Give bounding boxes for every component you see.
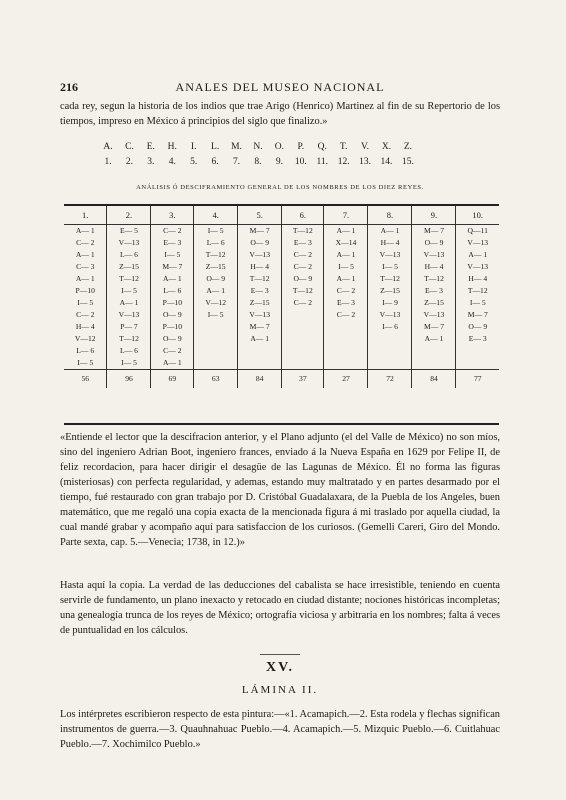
table-cell: V—13: [107, 309, 151, 321]
table-cell: O— 9: [282, 273, 324, 285]
table-cell: [194, 321, 238, 333]
table-cell: [456, 357, 499, 370]
table-cell: Z—15: [368, 285, 412, 297]
table-cell: E— 3: [238, 285, 282, 297]
table-cell: C— 2: [76, 310, 95, 319]
table-row: [64, 321, 499, 333]
table-cell: O— 9: [151, 333, 194, 345]
total-cell: 63: [194, 370, 238, 389]
table-cell: A— 1: [456, 249, 499, 261]
total-cell: 84: [238, 370, 282, 389]
table-cell: E— 3: [412, 285, 456, 297]
letters-row: [98, 140, 418, 155]
table-cell: P—10: [151, 297, 194, 309]
table-cell: [238, 357, 282, 370]
table-cell: M— 7: [238, 225, 282, 238]
key-number: 10.: [294, 157, 307, 167]
table-cell: M— 7: [412, 321, 456, 333]
cipher-table: [64, 206, 499, 388]
table-cell: V—12: [194, 297, 238, 309]
table-cell: T—12: [282, 285, 324, 297]
table-row: [64, 357, 499, 370]
table-cell: C— 2: [282, 249, 324, 261]
table-cell: [324, 345, 368, 357]
table-cell: V—13: [412, 249, 456, 261]
total-cell: 84: [412, 370, 456, 389]
table-cell: A— 1: [194, 285, 238, 297]
table-cell: V—13: [412, 309, 456, 321]
table-row: [64, 261, 499, 273]
key-number: 11.: [316, 157, 328, 167]
table-cell: V—13: [107, 237, 151, 249]
section-title: LÁMINA II.: [241, 684, 319, 696]
table-cell: [282, 321, 324, 333]
table-body: [64, 225, 499, 389]
table-cell: L— 6: [151, 285, 194, 297]
total-cell: 69: [151, 370, 194, 389]
key-number: 15.: [401, 157, 414, 167]
table-cell: A— 1: [107, 297, 151, 309]
key-letter: C.: [125, 142, 134, 152]
table-cell: E— 3: [456, 333, 499, 345]
column-header: 3.: [151, 206, 194, 225]
table-cell: C— 2: [282, 297, 324, 309]
table-cell: I— 5: [151, 249, 194, 261]
table-cell: O— 9: [151, 309, 194, 321]
table-cell: T—12: [282, 225, 324, 238]
table-cell: A— 1: [151, 273, 194, 285]
table-cell: I— 5: [456, 297, 499, 309]
table-cell: I— 5: [194, 309, 238, 321]
table-cell: A— 1: [75, 274, 95, 283]
table-cell: P—10: [151, 321, 194, 333]
table-row: [64, 285, 499, 297]
table-cell: A— 1: [75, 250, 95, 259]
table-cell: L— 6: [194, 237, 238, 249]
column-header: 5.: [238, 206, 282, 225]
table-cell: T—12: [412, 273, 456, 285]
table-cell: O— 9: [238, 237, 282, 249]
key-number: 12.: [337, 157, 350, 167]
table-row: [64, 225, 499, 238]
key-number: 9.: [275, 157, 283, 167]
table-cell: P— 7: [107, 321, 151, 333]
table-cell: C— 2: [76, 238, 95, 247]
table-row: [64, 249, 499, 261]
key-number: 13.: [359, 157, 371, 167]
table-cell: P—10: [75, 286, 95, 295]
total-cell: 56: [64, 370, 107, 389]
table-row: [64, 309, 499, 321]
table-cell: [368, 345, 412, 357]
column-header: 6.: [282, 206, 324, 225]
key-number: 1.: [104, 157, 112, 167]
table-cell: [194, 345, 238, 357]
table-cell: [282, 333, 324, 345]
table-cell: M— 7: [238, 321, 282, 333]
table-cell: H— 4: [412, 261, 456, 273]
table-cell: H— 4: [456, 273, 499, 285]
table-cell: I— 6: [368, 321, 412, 333]
table-cell: V—13: [238, 309, 282, 321]
key-letter: A.: [103, 142, 113, 152]
key-number: 7.: [232, 157, 241, 167]
table-cell: A— 1: [324, 249, 368, 261]
table-cell: [324, 321, 368, 333]
table-cell: T—12: [238, 273, 282, 285]
table-cell: E— 5: [107, 225, 151, 238]
table-cell: H— 4: [368, 237, 412, 249]
key-number: 5.: [190, 157, 198, 167]
table-cell: A— 1: [324, 273, 368, 285]
table-cell: [412, 357, 456, 370]
table-cell: M— 7: [456, 309, 499, 321]
table-cell: [282, 309, 324, 321]
total-cell: 96: [107, 370, 151, 389]
total-cell: 27: [324, 370, 368, 389]
key-number: 3.: [147, 157, 155, 167]
table-cell: C— 2: [151, 345, 194, 357]
key-number: 14.: [380, 157, 393, 167]
key-letter: Z.: [403, 142, 412, 152]
table-cell: V—12: [74, 334, 96, 343]
table-cell: C— 2: [151, 225, 194, 238]
table-cell: T—12: [107, 273, 151, 285]
table-cell: T—12: [107, 333, 151, 345]
key-letter: Q.: [317, 142, 327, 152]
column-header: 7.: [324, 206, 368, 225]
table-header-row: [64, 206, 499, 225]
table-cell: O— 9: [412, 237, 456, 249]
table-caption: ANÁLISIS Ó DESCIFRAMIENTO GENERAL DE LOS NOMBRES DE LOS DIEZ REYES.: [136, 184, 424, 191]
page-header: [60, 80, 500, 96]
table-cell: L— 6: [107, 249, 151, 261]
table-cell: [282, 357, 324, 370]
table-cell: C— 3: [76, 262, 95, 271]
table-cell: V—13: [456, 237, 499, 249]
key-letter: E.: [146, 142, 155, 152]
key-letter: O.: [274, 142, 284, 152]
table-row: [64, 273, 499, 285]
table-cell: [194, 333, 238, 345]
table-cell: I— 5: [77, 298, 94, 307]
table-cell: A— 1: [238, 333, 282, 345]
key-letter: X.: [381, 142, 392, 152]
table-cell: Q—11: [456, 225, 499, 238]
section-number: XV.: [266, 660, 294, 675]
table-cell: V—13: [456, 261, 499, 273]
table-cell: I— 9: [368, 297, 412, 309]
key-letter: L.: [211, 142, 220, 152]
table-cell: V—13: [368, 309, 412, 321]
table-cell: X—14: [324, 237, 368, 249]
table-cell: [238, 345, 282, 357]
table-cell: V—13: [238, 249, 282, 261]
table-cell: C— 2: [282, 261, 324, 273]
table-cell: [324, 357, 368, 370]
table-cell: I— 5: [368, 261, 412, 273]
table-cell: E— 3: [324, 297, 368, 309]
table-cell: L— 6: [107, 345, 151, 357]
table-cell: I— 5: [77, 358, 94, 367]
table-cell: [324, 333, 368, 345]
table-cell: [282, 345, 324, 357]
letter-number-key: [98, 140, 418, 170]
table-cell: E— 3: [282, 237, 324, 249]
table-cell: L— 6: [76, 346, 95, 355]
numbers-row: [98, 155, 418, 170]
paragraph-commentary: Hasta aquí la copia. La verdad de las deducciones del cabalista se hace irresistible, teniendo en cuenta servirle de fundamento, un plano inexacto y retocado en ciudad distante; nociones históricas incompletas; una genealogía trunca de los reyes de México; ortografía viciosa y arbitraria en los nombres; falta á veces de puntualidad en los cálculos.: [60, 580, 500, 636]
table-cell: [368, 357, 412, 370]
table-cell: [194, 357, 238, 370]
table-cell: I— 5: [107, 357, 151, 370]
table-row: [64, 297, 499, 309]
table-cell: Z—15: [238, 297, 282, 309]
table-cell: O— 9: [456, 321, 499, 333]
table-cell: C— 2: [324, 309, 368, 321]
key-number: 2.: [125, 157, 133, 167]
table-row: [64, 345, 499, 357]
table-cell: H— 4: [75, 322, 95, 331]
table-cell: E— 3: [151, 237, 194, 249]
paragraph-interpreters: Los intérpretes escribieron respecto de esta pintura:—«1. Acamapich.—2. Esta rodela y flechas significan instrumentos de guerra.—3. Quauhnahuac Pueblo.—4. Acamapich.—5. Mizquic Pueblo.—6. Cuitlahuac Pueblo.—7. Xochimilco Pueblo.»: [60, 709, 501, 750]
table-cell: C— 2: [324, 285, 368, 297]
table-cell: M— 7: [412, 225, 456, 238]
key-letter: N.: [253, 142, 263, 152]
running-head: ANALES DEL MUSEO NACIONAL: [175, 80, 385, 94]
key-letter: P.: [297, 142, 305, 152]
table-cell: V—13: [368, 249, 412, 261]
table-cell: Z—15: [107, 261, 151, 273]
paragraph-intro: cada rey, segun la historia de los indios que trae Arigo (Henrico) Martinez al fin de su Repertorio de los tiempos, impreso en México á principios del siglo que finalizo.»: [60, 101, 500, 127]
column-header: 2.: [107, 206, 151, 225]
column-header: 10.: [456, 206, 499, 225]
key-letter: V.: [361, 142, 370, 152]
total-cell: 77: [456, 370, 499, 389]
table-cell: I— 5: [107, 285, 151, 297]
total-cell: 37: [282, 370, 324, 389]
table-cell: M— 7: [151, 261, 194, 273]
table-row: [64, 237, 499, 249]
table-cell: [368, 333, 412, 345]
table-cell: A— 1: [151, 357, 194, 370]
paragraph-quote: «Entiende el lector que la descifracion anterior, y el Plano adjunto (el del Valle de México) no son míos, sino del ingeniero Adrian Boot, ingeniero frances, enviado á la Nueva España en 1629 por Felipe II, de feliz recordacion, para hacer dirigir el desagüe de las Lagunas de México. Él no forma las figuras (misteriosas) con perfecta regularidad, y ademas, estando muy maltratado y en partes desarmado por el tiempo, fué restaurado con gran trabajo por D. Cristóbal Guadalaxara, de la Puebla de los Angeles, buen matemático, que me regaló una copia exacta de la mencionada figura á mi traslado por aquella ciudad, la cual mandé grabar y acompaño aquí para satisfaccion de los curiosos. (Gemelli Careri, Giro del Mondo. Parte sexta, cap. 5.—Venecia; 1738, in 12.)»: [60, 432, 500, 548]
total-cell: 72: [368, 370, 412, 389]
totals-row: [64, 370, 499, 389]
key-number: 8.: [254, 157, 262, 167]
table-cell: A— 1: [324, 225, 368, 238]
table-cell: A— 1: [412, 333, 456, 345]
table-cell: [456, 345, 499, 357]
table-row: [64, 333, 499, 345]
table-cell: T—12: [456, 285, 499, 297]
column-header: 8.: [368, 206, 412, 225]
table-cell: I— 5: [194, 225, 238, 238]
table-cell: O— 9: [194, 273, 238, 285]
table-cell: [412, 345, 456, 357]
table-cell: H— 4: [238, 261, 282, 273]
key-letter: M.: [231, 142, 242, 152]
key-letter: H.: [167, 142, 177, 152]
key-number: 4.: [168, 157, 176, 167]
page-number: 216: [60, 80, 78, 94]
table-cell: I— 5: [324, 261, 368, 273]
table-cell: T—12: [194, 249, 238, 261]
key-letter: T.: [339, 142, 348, 152]
table-cell: A— 1: [368, 225, 412, 238]
column-header: 9.: [412, 206, 456, 225]
table-cell: Z—15: [194, 261, 238, 273]
section-divider: [260, 654, 300, 655]
key-letter: I.: [190, 142, 197, 152]
column-header: 1.: [64, 206, 107, 225]
table-cell: Z—15: [412, 297, 456, 309]
column-header: 4.: [194, 206, 238, 225]
table-cell: A— 1: [75, 226, 95, 235]
table-cell: T—12: [368, 273, 412, 285]
key-number: 6.: [211, 157, 219, 167]
